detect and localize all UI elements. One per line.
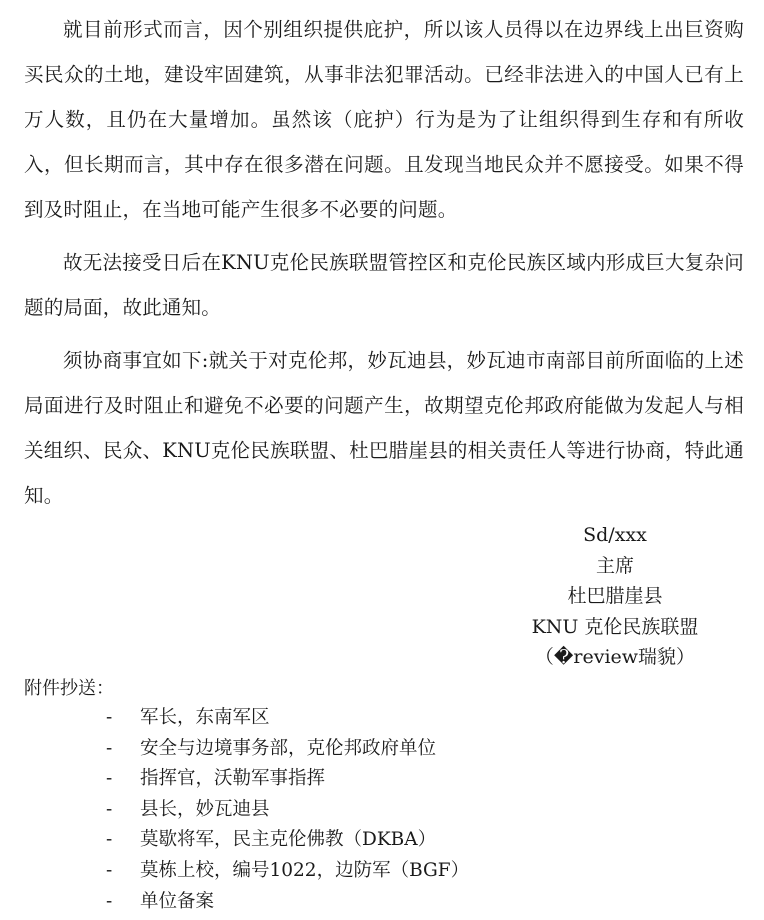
cc-dash: -	[106, 768, 113, 790]
signature-sd: Sd/xxx	[583, 524, 647, 546]
signature-organization: KNU 克伦民族联盟	[531, 615, 699, 638]
cc-dash: -	[106, 829, 113, 851]
cc-item	[100, 825, 469, 856]
cc-title: 附件抄送：	[24, 678, 114, 699]
cc-item-text: 莫歇将军，民主克伦佛教（DKBA）	[140, 829, 437, 851]
cc-list	[100, 703, 469, 917]
cc-dash: -	[106, 798, 113, 820]
cc-item	[100, 734, 469, 765]
body-paragraph-1: 就目前形式而言，因个别组织提供庇护，所以该人员得以在边界线上出巨资购买民众的土地，建设牢固建筑，从事非法犯罪活动。已经非法进入的中国人已有上万人数，且仍在大量增加。虽然该（庇护）行为是为了让组织得到生存和有所收入，但长期而言，其中存在很多潜在问题。且发现当地民众并不愿接受。如果不得到及时阻止，在当地可能产生很多不必要的问题。	[24, 18, 744, 221]
signature-county: 杜巴腊崖县	[567, 585, 663, 607]
signature-position: 主席	[595, 554, 634, 577]
body-paragraph-3: 须协商事宜如下:就关于对克伦邦，妙瓦迪县，妙瓦迪市南部目前所面临的上述局面进行及时阻止和避免不必要的问题产生，故期望克伦邦政府能做为发起人与相关组织、民众、KNU克伦民族联盟、杜巴腊崖县的相关责任人等进行协商，特此通知。	[24, 349, 744, 507]
cc-item	[100, 764, 469, 795]
cc-item-text: 莫栋上校，编号1022，边防军（BGF）	[140, 859, 470, 881]
cc-item	[100, 703, 469, 734]
cc-dash: -	[106, 707, 113, 728]
signature-name: （�review瑞貌）	[534, 646, 696, 668]
cc-item-text: 军长，东南军区	[140, 707, 270, 728]
cc-dash: -	[106, 737, 113, 759]
cc-item	[100, 795, 469, 826]
cc-dash: -	[106, 859, 113, 881]
cc-item-text: 安全与边境事务部，克伦邦政府单位	[140, 737, 437, 759]
cc-item-text: 指挥官，沃勒军事指挥	[140, 768, 326, 790]
body-paragraph-2: 故无法接受日后在KNU克伦民族联盟管控区和克伦民族区域内形成巨大复杂问题的局面，故此通知。	[24, 251, 744, 319]
cc-dash: -	[106, 890, 113, 912]
signature-block	[480, 520, 750, 673]
cc-item	[100, 887, 469, 918]
cc-item-text: 单位备案	[140, 890, 215, 912]
cc-item-text: 县长，妙瓦迪县	[140, 798, 270, 820]
cc-item	[100, 856, 469, 887]
